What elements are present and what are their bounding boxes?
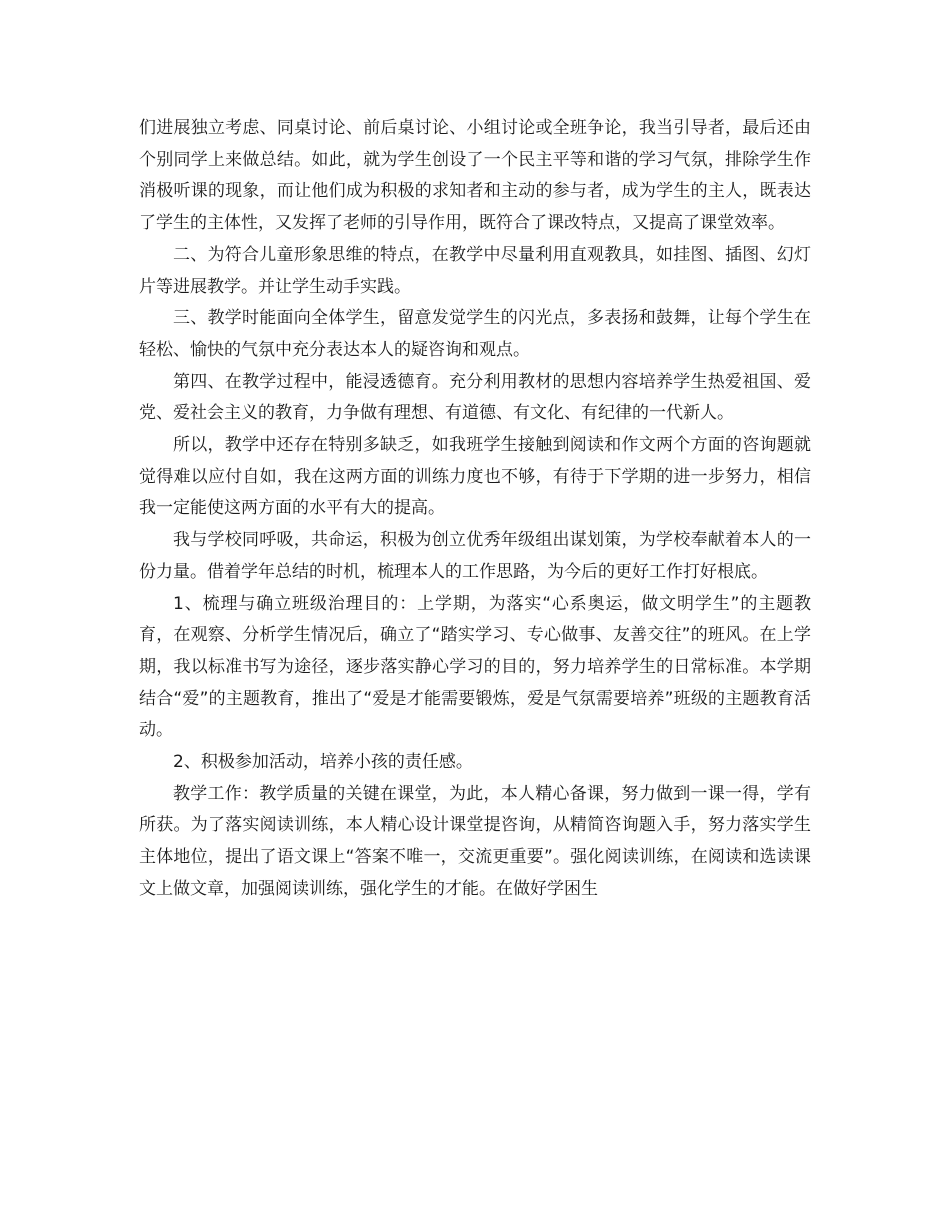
paragraph: 我与学校同呼吸，共命运，积极为创立优秀年级组出谋划策，为学校奉献着本人的一份力量。借着学年总结的时机，梳理本人的工作思路，为今后的更好工作打好根底。 — [139, 530, 811, 582]
paragraph: 教学工作：教学质量的关键在课堂，为此，本人精心备课，努力做到一课一得，学有所获。为了落实阅读训练，本人精心设计课堂提咨询，从精简咨询题入手，努力落实学生主体地位，提出了语文课上“答案不唯一，交流更重要”。强化阅读训练，在阅读和选读课文上做文章，加强阅读训练，强化学生的才能。在做好学困生 — [139, 783, 811, 899]
paragraph: 二、为符合儿童形象思维的特点，在教学中尽量利用直观教具，如挂图、插图、幻灯片等进展教学。并让学生动手实践。 — [139, 244, 811, 297]
paragraph: 们进展独立考虑、同桌讨论、前后桌讨论、小组讨论或全班争论，我当引导者，最后还由个别同学上来做总结。如此，就为学生创设了一个民主平等和谐的学习气氛，排除学生作消极听课的现象，而让他们成为积极的求知者和主动的参与者，成为学生的主人，既表达了学生的主体性，又发挥了老师的引导作用，既符合了课改特点，又提高了课堂效率。 — [139, 118, 811, 234]
paragraph: 1、梳理与确立班级治理目的：上学期，为落实“心系奥运，做文明学生”的主题教育，在观察、分析学生情况后，确立了“踏实学习、专心做事、友善交往”的班风。在上学期，我以标准书写为途径，逐步落实静心学习的目的，努力培养学生的日常标准。本学期结合“爱”的主题教育，推出了“爱是才能需要锻炼，爱是气氛需要培养”班级的主题教育活动。 — [139, 593, 811, 741]
paragraph: 第四、在教学过程中，能浸透德育。充分利用教材的思想内容培养学生热爱祖国、爱党、爱社会主义的教育，力争做有理想、有道德、有文化、有纪律的一代新人。 — [139, 371, 811, 424]
document-page — [139, 113, 811, 906]
paragraph: 2、积极参加活动，培养小孩的责任感。 — [173, 752, 473, 773]
paragraph: 三、教学时能面向全体学生，留意发觉学生的闪光点，多表扬和鼓舞，让每个学生在轻松、愉快的气氛中充分表达本人的疑咨询和观点。 — [139, 308, 811, 360]
paragraph: 所以，教学中还存在特别多缺乏，如我班学生接触到阅读和作文两个方面的咨询题就觉得难以应付自如，我在这两方面的训练力度也不够，有待于下学期的进一步努力，相信我一定能使这两方面的水平有大的提高。 — [139, 435, 811, 519]
